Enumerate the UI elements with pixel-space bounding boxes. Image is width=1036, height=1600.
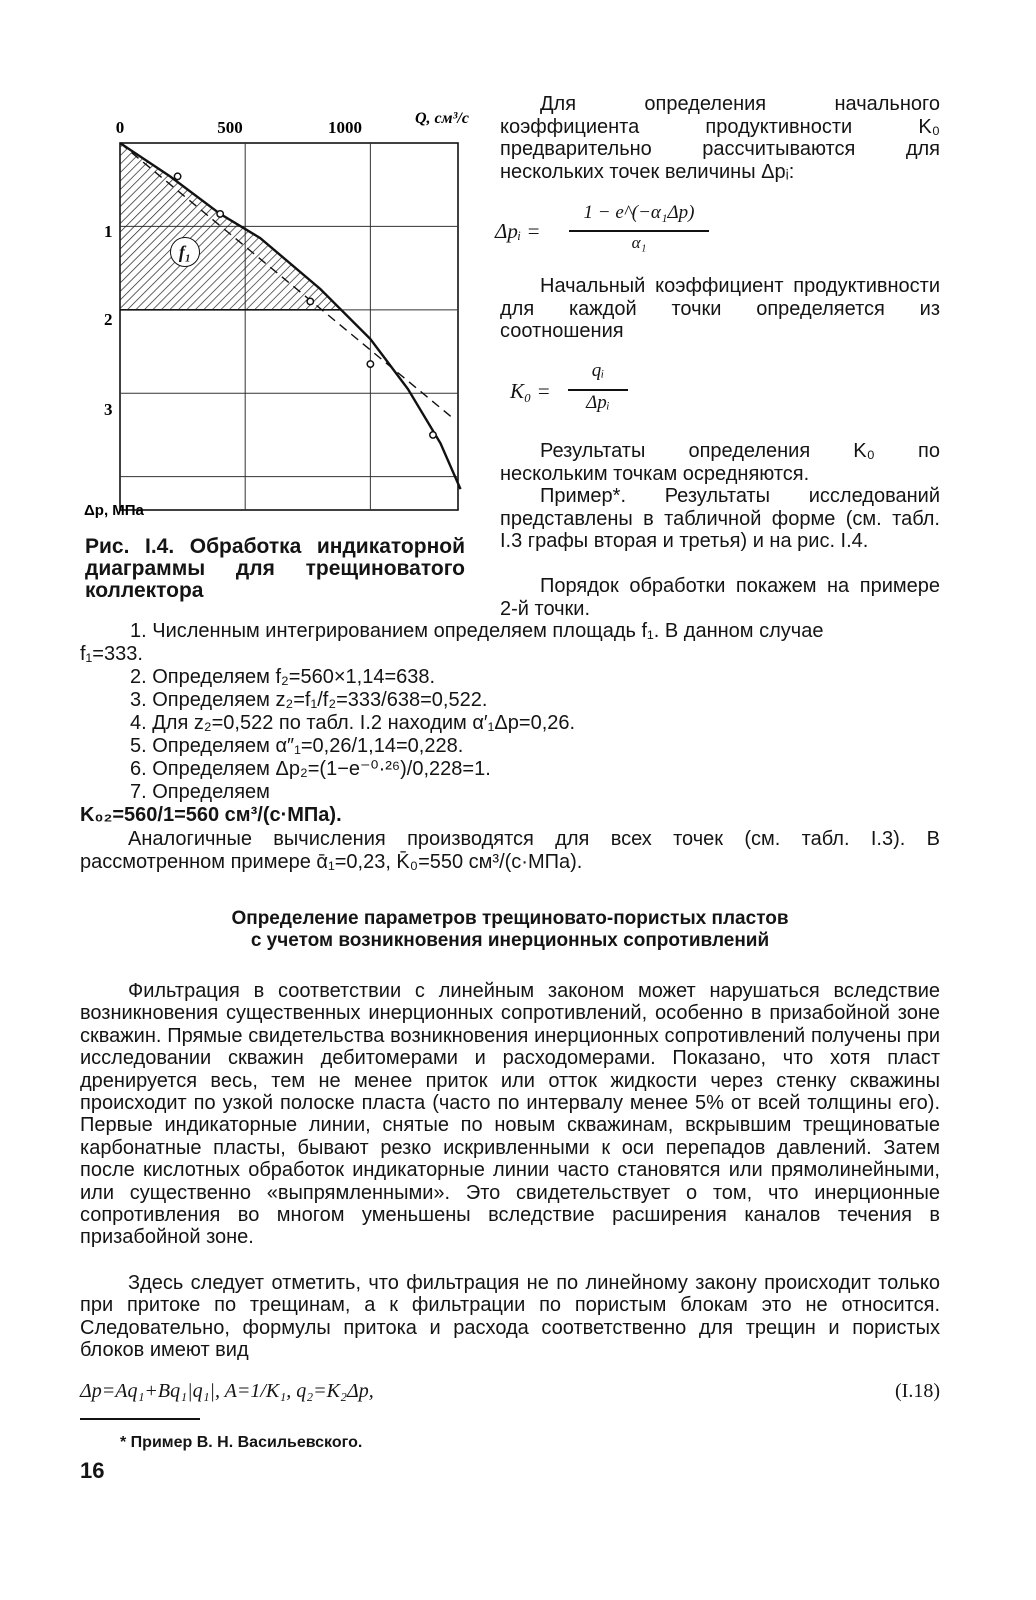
y-tick-3: 3 — [104, 400, 113, 419]
formula-delta-p-denominator: α₁ — [631, 233, 647, 252]
fraction-bar — [569, 230, 709, 232]
equation-i18: Δp=Aq₁+Bq₁|q₁|, A=1/K₁, q₂=K₂Δp, — [80, 1380, 374, 1402]
formula-k0 — [510, 360, 710, 420]
y-tick-1: 1 — [104, 222, 113, 241]
step-7: 7. Определяем — [130, 781, 270, 803]
step-1b: f₁=333. — [80, 643, 143, 665]
step-3: 3. Определяем z₂=f₁/f₂=333/638=0,522. — [130, 689, 488, 711]
section-paragraph-1: Фильтрация в соответствии с линейным законом может нарушаться вследствие возникновения существенных инерционных сопротивлений, особенно в призабойной зоне скважин. Прямые свидетельства возникновения инерционных сопротивлений получены при исследовании скважин дебитомерами и расходомерами. Показано, что хотя пласт дренируется весь, тем не менее приток или отток жидкости через стенку скважины происходит по узкой полоске пласта (часто по интервалу менее 5% от всей толщины его). Первые индикаторные линии, снятые по новым скважинам, вскрывшим трещиноватые карбонатные пласты, бывают резко искривленными к оси перепадов давлений. Затем после кислотных обработок индикаторные линии часто становятся или прямолинейными, или существенно «выпрямленными». Это свидетельствует о том, что инерционные сопротивления во многом уменьшены вследствие расширения каналов течения в призабойной зоне. — [80, 980, 940, 1249]
analog-paragraph: Аналогичные вычисления производятся для всех точек (см. табл. I.3). В рассмотренном примере ᾱ₁=0,23, K̄₀=550 см³/(с·МПа). — [80, 828, 940, 873]
x-axis-label: Q, см³/с — [415, 110, 469, 127]
formula-k0-lhs: K₀ = — [510, 379, 551, 403]
step-5: 5. Определяем α″₁=0,26/1,14=0,228. — [130, 735, 464, 757]
right-paragraph-3: Результаты определения K₀ по нескольким точкам осредняются. — [500, 440, 940, 485]
fraction-bar — [568, 389, 628, 391]
step-4: 4. Для z₂=0,522 по табл. I.2 находим α′₁Δp=0,26. — [130, 712, 576, 734]
formula-delta-p-lhs: Δpᵢ = — [495, 219, 541, 243]
page-number: 16 — [80, 1458, 105, 1483]
data-point-0 — [174, 173, 180, 179]
formula-k0-denominator: Δpᵢ — [586, 392, 610, 413]
x-tick-0: 0 — [115, 118, 125, 137]
section-title-line-2: с учетом возникновения инерционных сопротивлений — [250, 930, 770, 951]
section-title — [80, 908, 940, 952]
data-point-1 — [217, 211, 223, 217]
formula-k0-numerator: qᵢ — [591, 360, 605, 381]
region-label-f1: f₁ — [170, 237, 200, 267]
footnote-rule — [80, 1418, 200, 1420]
data-point-2 — [307, 298, 313, 304]
right-paragraph-4: Пример*. Результаты исследований представлены в табличной форме (см. табл. I.3 графы вторая и третья) и на рис. I.4. — [500, 485, 940, 553]
y-tick-2: 2 — [104, 310, 113, 329]
figure-caption: Рис. I.4. Обработка индикаторной диаграммы для трещиноватого коллектора — [85, 535, 465, 602]
formula-delta-p-numerator: 1 − e^(−α₁Δp) — [583, 202, 695, 223]
footnote: * Пример В. Н. Васильевского. — [120, 1434, 363, 1451]
data-point-4 — [430, 432, 436, 438]
right-paragraph-5: Порядок обработки покажем на примере 2-й точки. — [500, 575, 940, 620]
step-2: 2. Определяем f₂=560×1,14=638. — [130, 666, 436, 688]
equation-number: (I.18) — [895, 1380, 940, 1402]
right-paragraph-2: Начальный коэффициент продуктивности для каждой точки определяется из соотношения — [500, 275, 940, 343]
data-point-3 — [367, 361, 373, 367]
right-paragraph-1: Для определения начального коэффициента продуктивности K₀ предварительно рассчитываются для нескольких точек величины Δpᵢ: — [500, 93, 940, 183]
x-tick-1000: 1000 — [328, 118, 362, 137]
step-7-result: K₀₂=560/1=560 см³/(с·МПа). — [80, 804, 342, 826]
section-title-line-1: Определение параметров трещиновато-пористых пластов — [231, 908, 789, 929]
x-tick-500: 500 — [217, 118, 243, 137]
formula-delta-p — [495, 200, 935, 260]
figure — [80, 85, 480, 525]
step-1a: 1. Численным интегрированием определяем площадь f₁. В данном случае — [130, 620, 824, 642]
indicator-diagram — [80, 85, 480, 525]
y-axis-label: Δp, МПа — [84, 502, 144, 519]
step-6: 6. Определяем Δp₂=(1−e⁻⁰·²⁶)/0,228=1. — [130, 758, 491, 780]
section-paragraph-2: Здесь следует отметить, что фильтрация не по линейному закону происходит только при притоке по трещинам, а к фильтрации по пористым блокам это не относится. Следовательно, формулы притока и расхода соответственно для трещин и пористых блоков имеют вид — [80, 1272, 940, 1362]
